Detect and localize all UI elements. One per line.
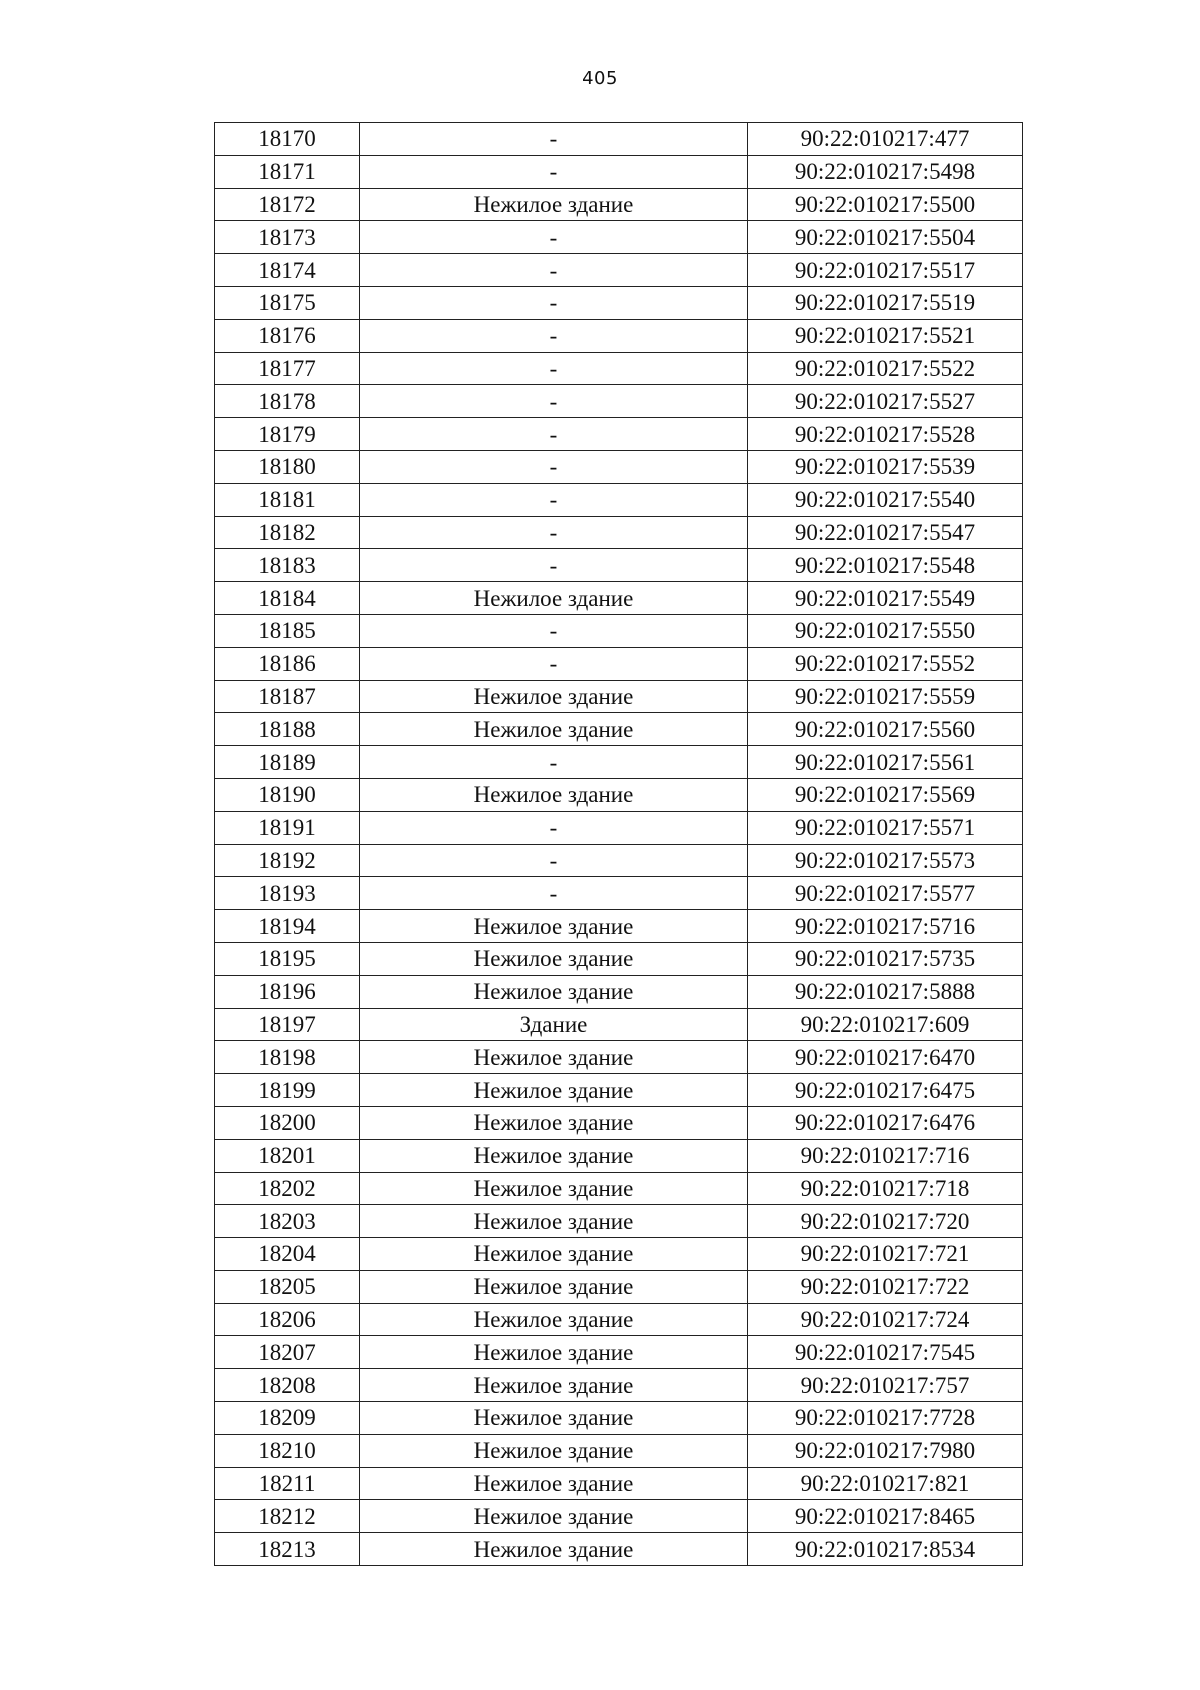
row-number-cell: 18206 (215, 1303, 360, 1336)
cadastral-number-cell: 90:22:010217:5539 (748, 450, 1023, 483)
row-number-cell: 18195 (215, 942, 360, 975)
cadastral-number-cell: 90:22:010217:477 (748, 123, 1023, 156)
row-number-cell: 18181 (215, 483, 360, 516)
cadastral-number-cell: 90:22:010217:757 (748, 1369, 1023, 1402)
table-row (215, 1172, 1023, 1205)
object-name-cell: Нежилое здание (360, 975, 748, 1008)
table-row (215, 910, 1023, 943)
row-number-cell: 18202 (215, 1172, 360, 1205)
row-number-cell: 18183 (215, 549, 360, 582)
table-row (215, 123, 1023, 156)
table-row (215, 1533, 1023, 1566)
row-number-cell: 18170 (215, 123, 360, 156)
table-row (215, 188, 1023, 221)
object-name-cell: Нежилое здание (360, 1106, 748, 1139)
object-name-cell: - (360, 844, 748, 877)
cadastral-number-cell: 90:22:010217:5522 (748, 352, 1023, 385)
object-name-cell: Нежилое здание (360, 1434, 748, 1467)
object-name-cell: - (360, 418, 748, 451)
row-number-cell: 18191 (215, 811, 360, 844)
cadastral-number-cell: 90:22:010217:609 (748, 1008, 1023, 1041)
cadastral-number-cell: 90:22:010217:8465 (748, 1500, 1023, 1533)
object-name-cell: - (360, 221, 748, 254)
object-name-cell: Нежилое здание (360, 1369, 748, 1402)
cadastral-number-cell: 90:22:010217:5498 (748, 155, 1023, 188)
row-number-cell: 18196 (215, 975, 360, 1008)
row-number-cell: 18179 (215, 418, 360, 451)
cadastral-number-cell: 90:22:010217:716 (748, 1139, 1023, 1172)
table-row (215, 1336, 1023, 1369)
cadastral-number-cell: 90:22:010217:8534 (748, 1533, 1023, 1566)
cadastral-number-cell: 90:22:010217:5569 (748, 778, 1023, 811)
table-row (215, 385, 1023, 418)
row-number-cell: 18178 (215, 385, 360, 418)
object-name-cell: Нежилое здание (360, 1238, 748, 1271)
row-number-cell: 18190 (215, 778, 360, 811)
cadastral-number-cell: 90:22:010217:718 (748, 1172, 1023, 1205)
object-name-cell: - (360, 549, 748, 582)
registry-table (214, 122, 1023, 1566)
table-row (215, 549, 1023, 582)
object-name-cell: - (360, 155, 748, 188)
cadastral-number-cell: 90:22:010217:5559 (748, 680, 1023, 713)
object-name-cell: Нежилое здание (360, 1303, 748, 1336)
cadastral-number-cell: 90:22:010217:5517 (748, 254, 1023, 287)
table-row (215, 1008, 1023, 1041)
object-name-cell: Здание (360, 1008, 748, 1041)
table-row (215, 450, 1023, 483)
row-number-cell: 18210 (215, 1434, 360, 1467)
row-number-cell: 18180 (215, 450, 360, 483)
row-number-cell: 18198 (215, 1041, 360, 1074)
cadastral-number-cell: 90:22:010217:5540 (748, 483, 1023, 516)
table-row (215, 582, 1023, 615)
table-row (215, 483, 1023, 516)
cadastral-number-cell: 90:22:010217:5549 (748, 582, 1023, 615)
table-row (215, 1303, 1023, 1336)
page-number: 405 (582, 68, 618, 89)
row-number-cell: 18188 (215, 713, 360, 746)
table-row (215, 1041, 1023, 1074)
cadastral-number-cell: 90:22:010217:720 (748, 1205, 1023, 1238)
cadastral-number-cell: 90:22:010217:724 (748, 1303, 1023, 1336)
table-row (215, 1270, 1023, 1303)
cadastral-number-cell: 90:22:010217:5561 (748, 746, 1023, 779)
table-row (215, 1434, 1023, 1467)
object-name-cell: Нежилое здание (360, 582, 748, 615)
cadastral-number-cell: 90:22:010217:721 (748, 1238, 1023, 1271)
cadastral-number-cell: 90:22:010217:5500 (748, 188, 1023, 221)
object-name-cell: Нежилое здание (360, 1467, 748, 1500)
object-name-cell: Нежилое здание (360, 1139, 748, 1172)
object-name-cell: - (360, 123, 748, 156)
table-row (215, 1205, 1023, 1238)
row-number-cell: 18213 (215, 1533, 360, 1566)
cadastral-number-cell: 90:22:010217:821 (748, 1467, 1023, 1500)
row-number-cell: 18211 (215, 1467, 360, 1500)
row-number-cell: 18201 (215, 1139, 360, 1172)
row-number-cell: 18185 (215, 614, 360, 647)
cadastral-number-cell: 90:22:010217:5571 (748, 811, 1023, 844)
table-row (215, 1238, 1023, 1271)
table-row (215, 1467, 1023, 1500)
row-number-cell: 18171 (215, 155, 360, 188)
table-row (215, 1106, 1023, 1139)
row-number-cell: 18172 (215, 188, 360, 221)
row-number-cell: 18212 (215, 1500, 360, 1533)
table-row (215, 516, 1023, 549)
table-row (215, 1139, 1023, 1172)
table-row (215, 778, 1023, 811)
table-row (215, 286, 1023, 319)
object-name-cell: Нежилое здание (360, 1270, 748, 1303)
object-name-cell: Нежилое здание (360, 188, 748, 221)
row-number-cell: 18203 (215, 1205, 360, 1238)
object-name-cell: Нежилое здание (360, 1500, 748, 1533)
row-number-cell: 18182 (215, 516, 360, 549)
row-number-cell: 18200 (215, 1106, 360, 1139)
table-row (215, 811, 1023, 844)
row-number-cell: 18184 (215, 582, 360, 615)
table-row (215, 877, 1023, 910)
row-number-cell: 18204 (215, 1238, 360, 1271)
object-name-cell: - (360, 385, 748, 418)
object-name-cell: Нежилое здание (360, 1205, 748, 1238)
row-number-cell: 18175 (215, 286, 360, 319)
object-name-cell: Нежилое здание (360, 1041, 748, 1074)
cadastral-number-cell: 90:22:010217:5547 (748, 516, 1023, 549)
object-name-cell: Нежилое здание (360, 1172, 748, 1205)
row-number-cell: 18186 (215, 647, 360, 680)
cadastral-number-cell: 90:22:010217:5560 (748, 713, 1023, 746)
table-row (215, 1369, 1023, 1402)
table-row (215, 221, 1023, 254)
row-number-cell: 18194 (215, 910, 360, 943)
row-number-cell: 18208 (215, 1369, 360, 1402)
cadastral-number-cell: 90:22:010217:5735 (748, 942, 1023, 975)
table-row (215, 1074, 1023, 1107)
table-row (215, 680, 1023, 713)
object-name-cell: - (360, 450, 748, 483)
table-row (215, 844, 1023, 877)
object-name-cell: Нежилое здание (360, 713, 748, 746)
cadastral-number-cell: 90:22:010217:5528 (748, 418, 1023, 451)
row-number-cell: 18199 (215, 1074, 360, 1107)
object-name-cell: - (360, 746, 748, 779)
row-number-cell: 18209 (215, 1402, 360, 1435)
object-name-cell: - (360, 254, 748, 287)
object-name-cell: - (360, 614, 748, 647)
row-number-cell: 18192 (215, 844, 360, 877)
object-name-cell: - (360, 647, 748, 680)
object-name-cell: - (360, 319, 748, 352)
table-row (215, 975, 1023, 1008)
cadastral-number-cell: 90:22:010217:5527 (748, 385, 1023, 418)
row-number-cell: 18197 (215, 1008, 360, 1041)
object-name-cell: - (360, 286, 748, 319)
cadastral-number-cell: 90:22:010217:5504 (748, 221, 1023, 254)
table-row (215, 1500, 1023, 1533)
table-row (215, 1402, 1023, 1435)
cadastral-number-cell: 90:22:010217:7545 (748, 1336, 1023, 1369)
cadastral-number-cell: 90:22:010217:722 (748, 1270, 1023, 1303)
cadastral-number-cell: 90:22:010217:7728 (748, 1402, 1023, 1435)
table-row (215, 942, 1023, 975)
registry-table-body (215, 123, 1023, 1566)
cadastral-number-cell: 90:22:010217:5548 (748, 549, 1023, 582)
row-number-cell: 18173 (215, 221, 360, 254)
cadastral-number-cell: 90:22:010217:6476 (748, 1106, 1023, 1139)
table-row (215, 746, 1023, 779)
table-row (215, 254, 1023, 287)
object-name-cell: - (360, 877, 748, 910)
row-number-cell: 18205 (215, 1270, 360, 1303)
object-name-cell: Нежилое здание (360, 1074, 748, 1107)
cadastral-number-cell: 90:22:010217:5521 (748, 319, 1023, 352)
cadastral-number-cell: 90:22:010217:5519 (748, 286, 1023, 319)
cadastral-number-cell: 90:22:010217:5550 (748, 614, 1023, 647)
object-name-cell: - (360, 352, 748, 385)
cadastral-number-cell: 90:22:010217:5888 (748, 975, 1023, 1008)
object-name-cell: Нежилое здание (360, 1533, 748, 1566)
object-name-cell: - (360, 516, 748, 549)
table-row (215, 647, 1023, 680)
table-row (215, 352, 1023, 385)
object-name-cell: Нежилое здание (360, 942, 748, 975)
table-row (215, 319, 1023, 352)
row-number-cell: 18176 (215, 319, 360, 352)
row-number-cell: 18177 (215, 352, 360, 385)
cadastral-number-cell: 90:22:010217:7980 (748, 1434, 1023, 1467)
cadastral-number-cell: 90:22:010217:5716 (748, 910, 1023, 943)
cadastral-number-cell: 90:22:010217:5577 (748, 877, 1023, 910)
row-number-cell: 18193 (215, 877, 360, 910)
object-name-cell: Нежилое здание (360, 1336, 748, 1369)
row-number-cell: 18174 (215, 254, 360, 287)
table-row (215, 418, 1023, 451)
cadastral-number-cell: 90:22:010217:6470 (748, 1041, 1023, 1074)
object-name-cell: Нежилое здание (360, 778, 748, 811)
cadastral-number-cell: 90:22:010217:6475 (748, 1074, 1023, 1107)
cadastral-number-cell: 90:22:010217:5573 (748, 844, 1023, 877)
row-number-cell: 18187 (215, 680, 360, 713)
table-row (215, 614, 1023, 647)
table-row (215, 155, 1023, 188)
object-name-cell: - (360, 483, 748, 516)
cadastral-number-cell: 90:22:010217:5552 (748, 647, 1023, 680)
table-row (215, 713, 1023, 746)
row-number-cell: 18189 (215, 746, 360, 779)
object-name-cell: Нежилое здание (360, 910, 748, 943)
object-name-cell: Нежилое здание (360, 680, 748, 713)
object-name-cell: Нежилое здание (360, 1402, 748, 1435)
object-name-cell: - (360, 811, 748, 844)
row-number-cell: 18207 (215, 1336, 360, 1369)
